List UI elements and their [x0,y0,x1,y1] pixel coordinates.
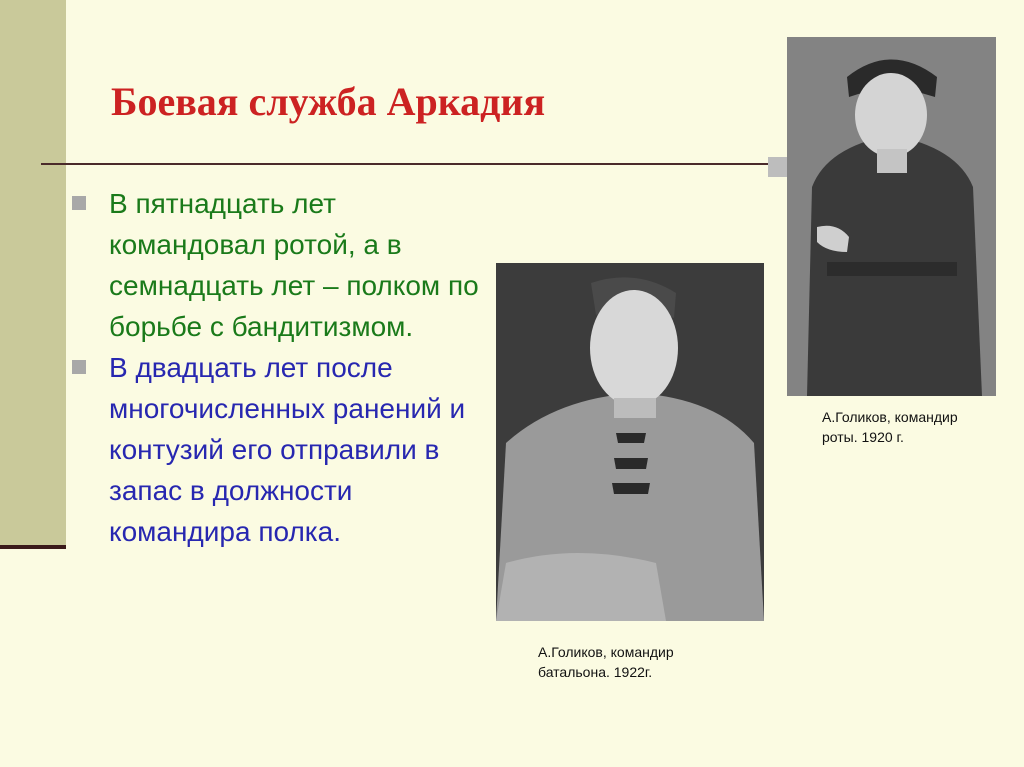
slide-title: Боевая служба Аркадия [111,79,546,124]
left-decor-line [0,545,66,549]
bullet-text: В пятнадцать лет командовал ротой, а в семнадцать лет – полком по борьбе с бандитизмом. [109,188,479,342]
bullet-text: В двадцать лет после многочисленных ранений и контузий его отправили в запас в должности командира полка. [109,352,466,547]
square-bullet-icon [72,360,86,374]
photo-caption: А.Голиков, командир роты. 1920 г. [822,409,958,445]
photo-caption: А.Голиков, командир батальона. 1922г. [538,644,674,680]
bullet-item [72,183,492,347]
left-decor-band [0,0,66,548]
title-divider [41,163,786,165]
bullet-item [72,347,492,552]
divider-cap [768,157,788,177]
square-bullet-icon [72,196,86,210]
portrait-photo-seated [496,263,764,621]
portrait-photo-standing [787,37,996,396]
bullet-list [72,183,492,552]
